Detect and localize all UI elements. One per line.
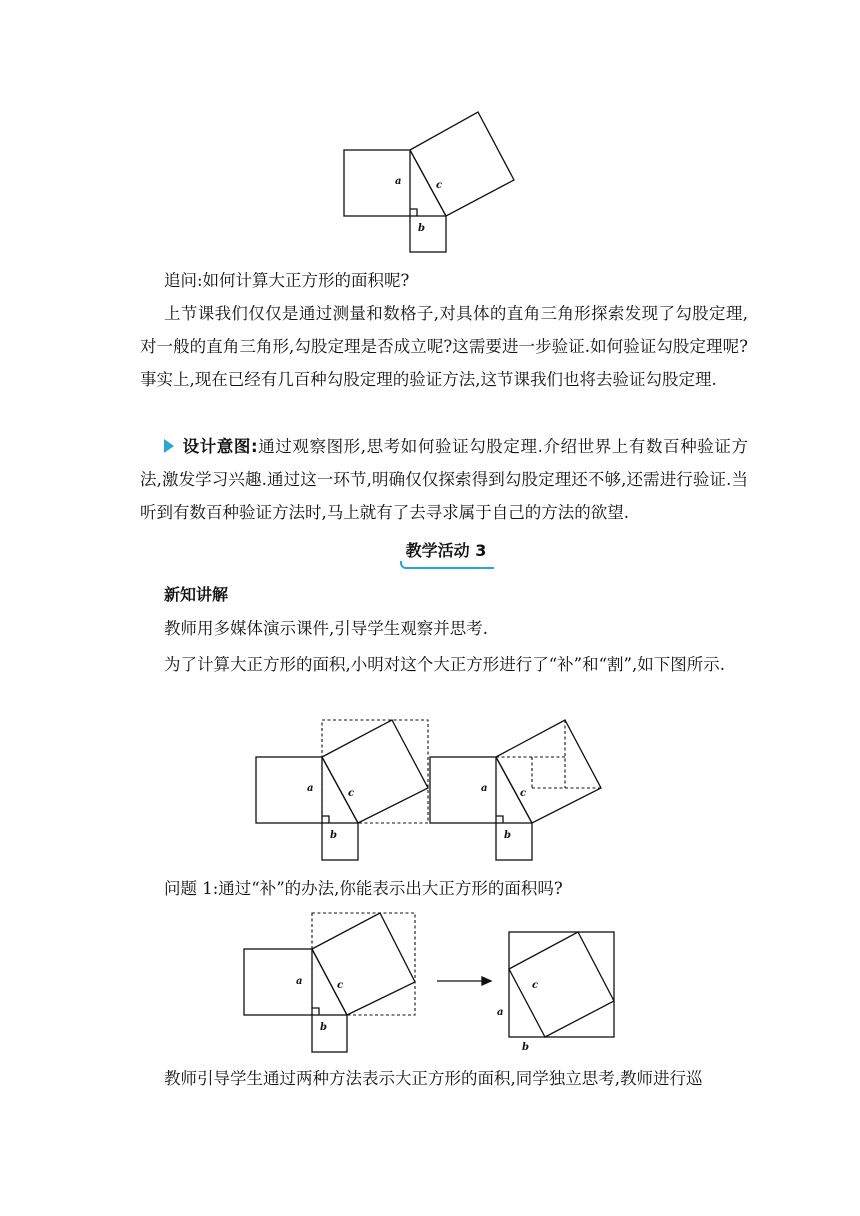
question-text: 追问:如何计算大正方形的面积呢? [164,271,410,290]
svg-text:b: b [504,830,511,841]
right-arrow-icon [482,977,491,985]
xiaoming-text: 为了计算大正方形的面积,小明对这个大正方形进行了“补”和“割”,如下图所示. [164,655,725,674]
outer-square [509,932,614,1037]
svg-text:c: c [520,788,527,799]
design-intent-text: 通过观察图形,思考如何验证勾股定理.介绍世界上有数百种验证方法,激发学习兴趣.通过这一环节,明确仅仅探索得到勾股定理还不够,还需进行验证.当听到有数百种验证方法时,马上就有了去寻求属于自己的方法的欲望. [140,437,748,522]
svg-text:b: b [330,830,337,841]
inner-square [509,932,614,1037]
svg-text:b: b [522,1042,529,1053]
label-c: c [436,180,443,191]
svg-text:a: a [497,1007,504,1018]
problem1-text: 问题 1:通过“补”的办法,你能表示出大正方形的面积吗? [164,879,563,898]
svg-text:c: c [348,788,355,799]
svg-text:c: c [532,980,539,991]
section-heading: 新知讲解 [164,585,229,604]
activity-title: 教学活动 3 [405,541,487,560]
design-intent-label: 设计意图: [182,437,258,456]
svg-text:a: a [481,783,488,794]
label-b: b [418,223,425,234]
teacher-demo-text: 教师用多媒体演示课件,引导学生观察并思考. [164,619,488,638]
label-a: a [395,176,402,187]
svg-text:a: a [307,783,314,794]
intro-paragraph: 上节课我们仅仅是通过测量和数格子,对具体的直角三角形探索发现了勾股定理,对一般的直角三角形,勾股定理是否成立呢?这需要进一步验证.如何验证勾股定理呢?事实上,现在已经有几百种勾股定理的验证方法,这节课我们也将去验证勾股定理. [140,304,748,389]
svg-text:b: b [320,1022,327,1033]
svg-text:c: c [337,980,344,991]
svg-text:a: a [296,976,303,987]
guide-text: 教师引导学生通过两种方法表示大正方形的面积,同学独立思考,教师进行巡 [164,1069,703,1088]
